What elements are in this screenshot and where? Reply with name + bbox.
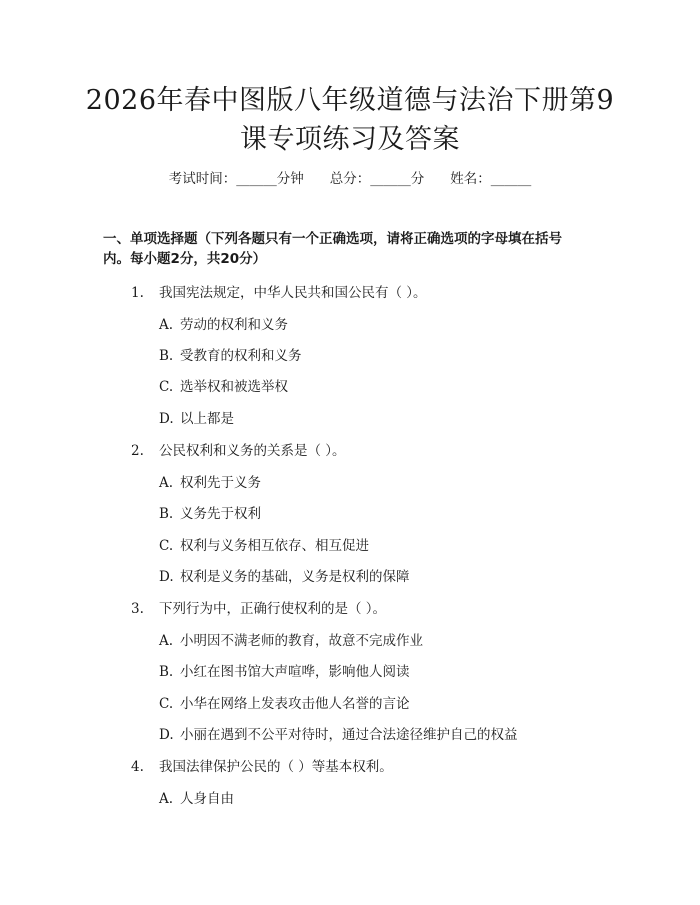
option-letter: C. [159, 379, 174, 395]
option-letter: B. [159, 664, 174, 680]
question-number: 3. [131, 601, 144, 617]
option-letter: A. [159, 791, 174, 807]
total-score-field: 总分：______分 [329, 171, 425, 187]
option-text: 小丽在遇到不公平对待时，通过合法途径维护自己的权益 [180, 727, 518, 743]
option-letter: D. [159, 727, 174, 743]
option-text: 受教育的权利和义务 [180, 348, 302, 364]
question-2 [131, 441, 346, 461]
question-2-option-a [159, 473, 261, 493]
question-4 [131, 757, 393, 777]
question-1-option-c [159, 377, 288, 397]
option-letter: A. [159, 633, 174, 649]
exam-time-field: 考试时间：______分钟 [168, 171, 304, 187]
option-letter: A. [159, 317, 174, 333]
option-letter: B. [159, 348, 174, 364]
question-text: 我国宪法规定，中华人民共和国公民有（ ）。 [159, 285, 427, 301]
option-text: 劳动的权利和义务 [180, 317, 288, 333]
option-text: 义务先于权利 [180, 506, 261, 522]
option-letter: A. [159, 475, 174, 491]
question-1 [131, 283, 427, 303]
question-text: 下列行为中，正确行使权利的是（ ）。 [159, 601, 387, 617]
option-text: 权利与义务相互依存、相互促进 [180, 538, 369, 554]
question-2-option-b [159, 504, 261, 524]
question-3-option-d [159, 725, 518, 745]
question-number: 1. [131, 285, 144, 301]
question-2-option-d [159, 567, 410, 587]
option-text: 小红在图书馆大声喧哗，影响他人阅读 [180, 664, 410, 680]
option-text: 权利先于义务 [180, 475, 261, 491]
section-heading-line-1: 一、单项选择题（下列各题只有一个正确选项，请将正确选项的字母填在括号 [103, 231, 562, 247]
option-text: 选举权和被选举权 [180, 379, 288, 395]
question-4-option-a [159, 789, 234, 809]
option-text: 小华在网络上发表攻击他人名誉的言论 [180, 696, 410, 712]
option-text: 人身自由 [180, 791, 234, 807]
option-letter: D. [159, 569, 174, 585]
question-number: 2. [131, 443, 144, 459]
question-number: 4. [131, 759, 144, 775]
question-3 [131, 599, 386, 619]
option-letter: B. [159, 506, 174, 522]
exam-info [0, 169, 700, 189]
option-text: 小明因不满老师的教育，故意不完成作业 [180, 633, 423, 649]
question-1-option-d [159, 409, 234, 429]
option-text: 以上都是 [180, 411, 234, 427]
document-title-line-1: 2026年春中图版八年级道德与法治下册第9 [85, 85, 615, 116]
question-1-option-b [159, 346, 302, 366]
option-letter: C. [159, 696, 174, 712]
question-text: 公民权利和义务的关系是（ ）。 [159, 443, 346, 459]
question-3-option-c [159, 694, 410, 714]
question-1-option-a [159, 315, 288, 335]
student-name-field: 姓名：______ [450, 171, 532, 187]
section-heading-line-2: 内。每小题2分，共20分） [103, 251, 267, 267]
option-letter: C. [159, 538, 174, 554]
question-3-option-a [159, 631, 423, 651]
option-text: 权利是义务的基础，义务是权利的保障 [180, 569, 410, 585]
option-letter: D. [159, 411, 174, 427]
question-3-option-b [159, 662, 410, 682]
question-2-option-c [159, 536, 369, 556]
document-title-line-2: 课专项练习及答案 [240, 124, 460, 155]
question-text: 我国法律保护公民的（ ）等基本权利。 [159, 759, 393, 775]
